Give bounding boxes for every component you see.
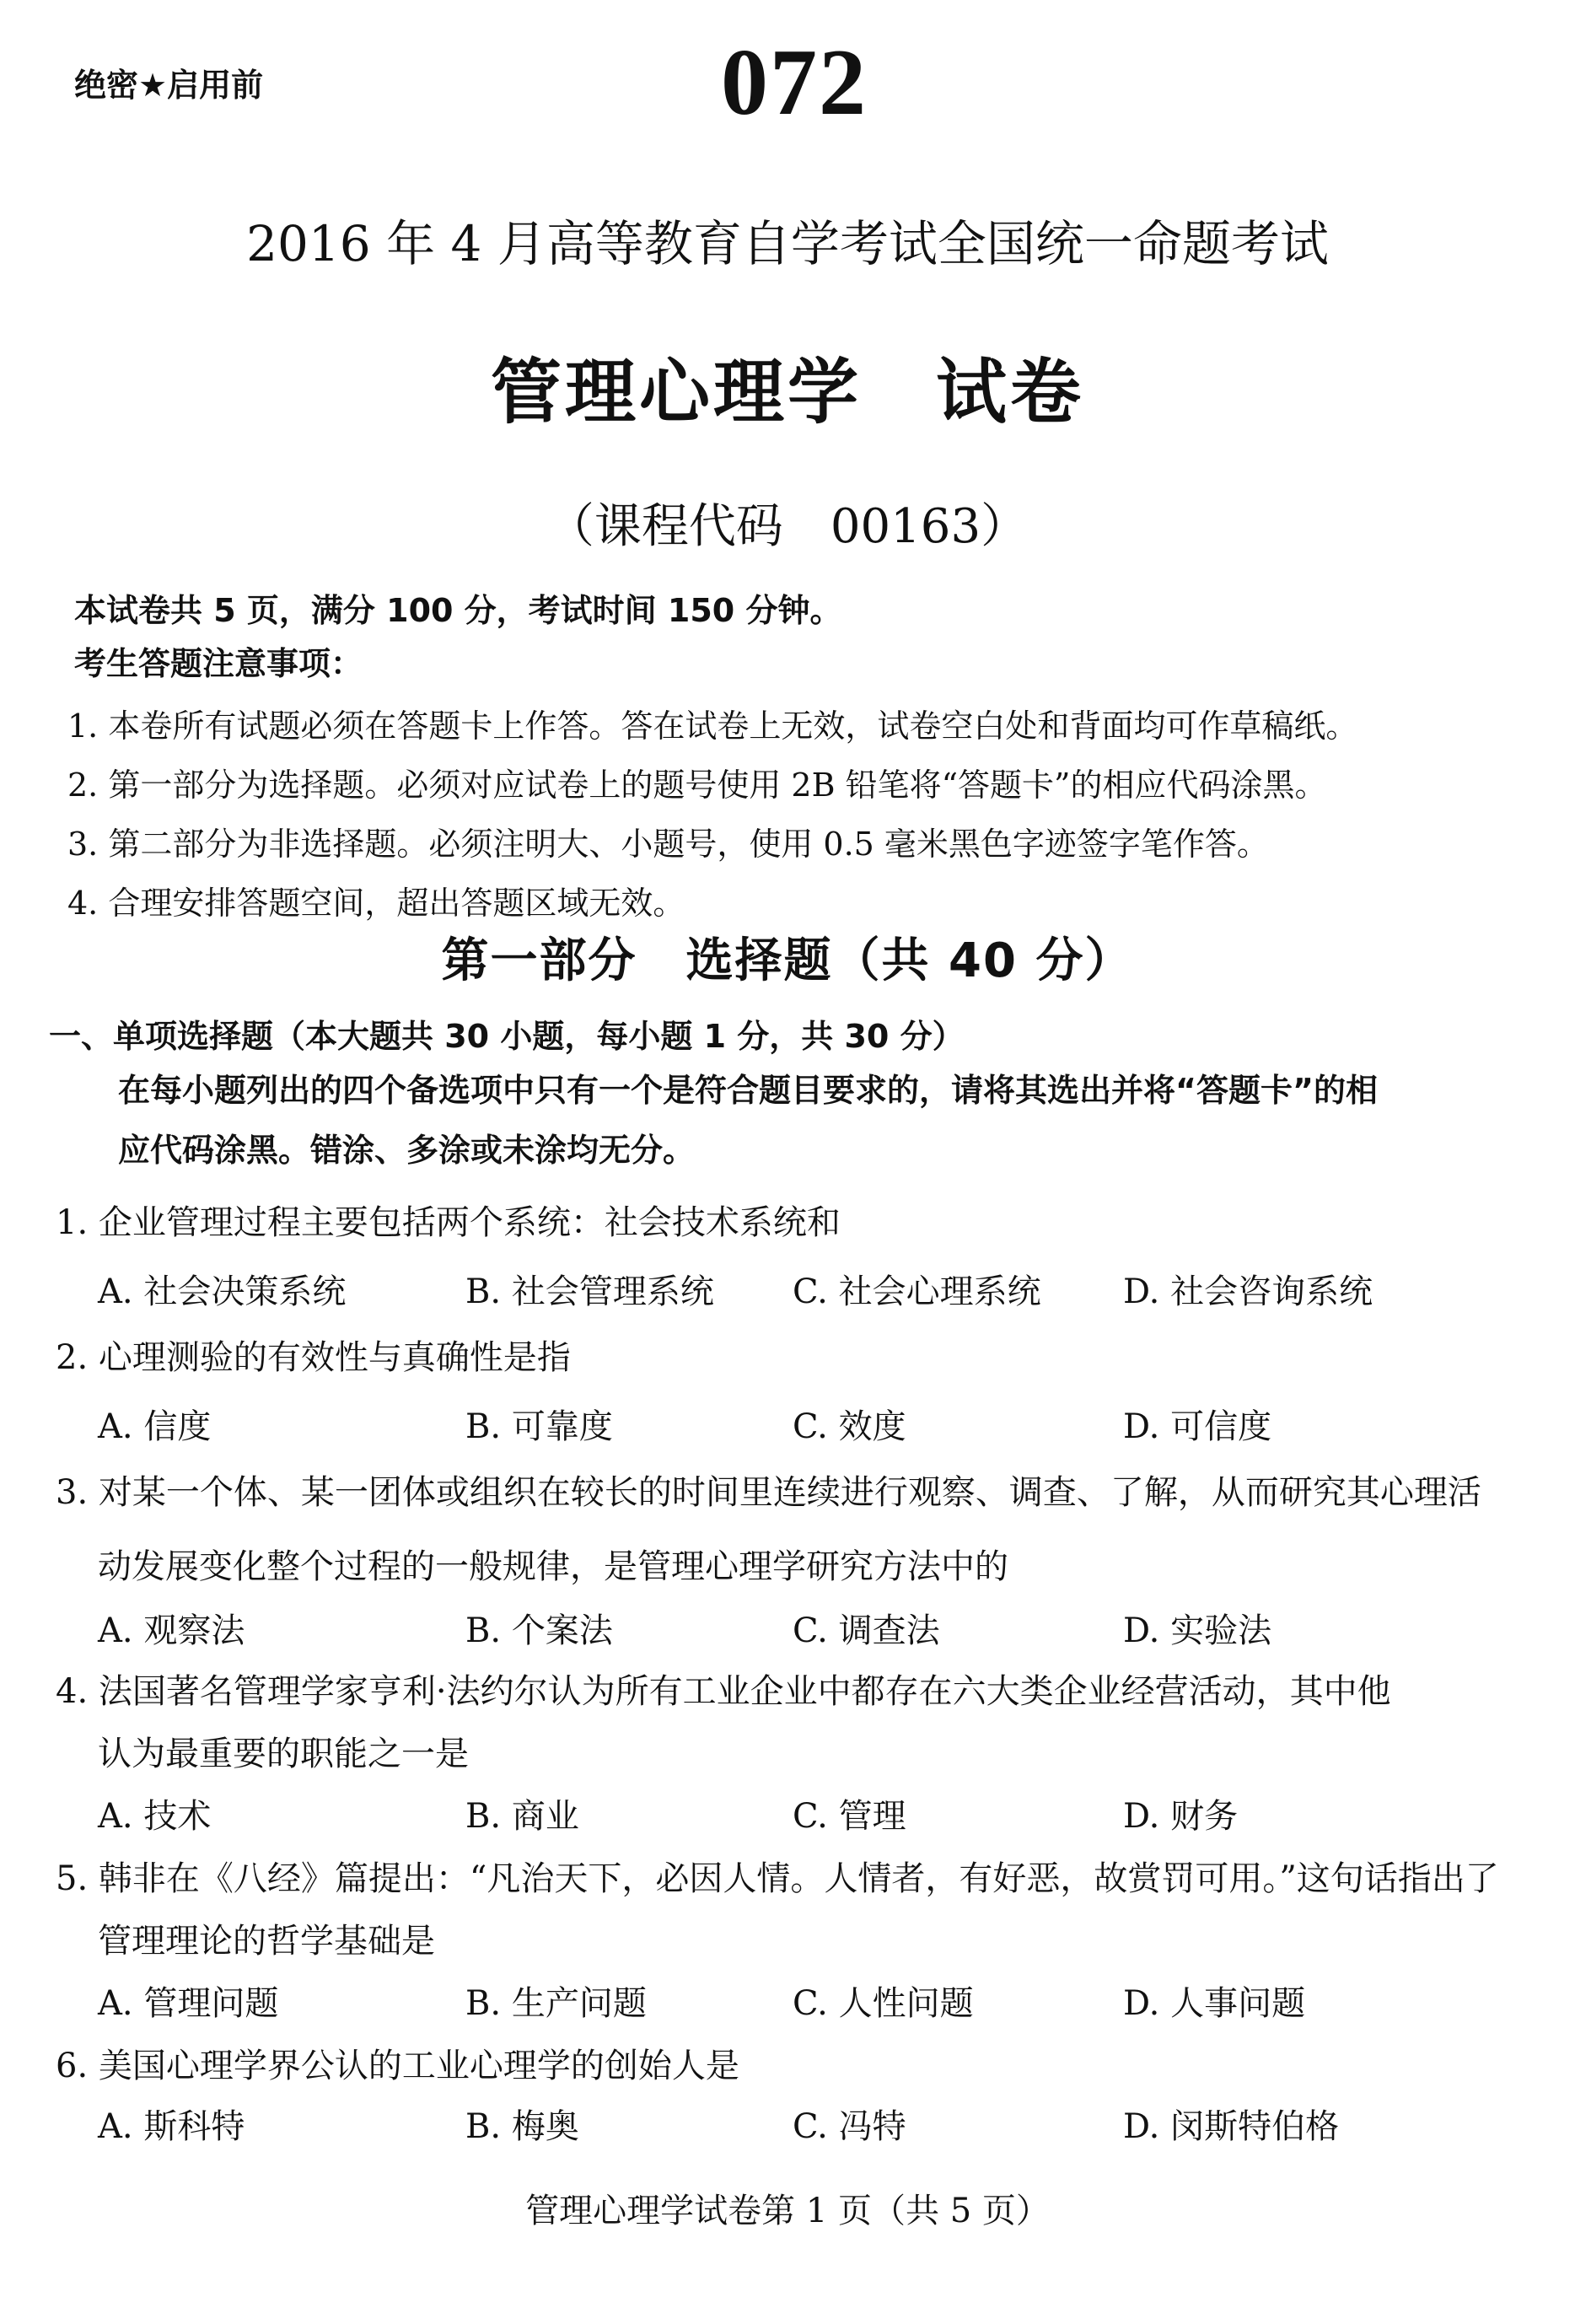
question-stem-continued: 管理理论的哲学基础是 bbox=[98, 1922, 435, 1961]
option-d: D. 人事问题 bbox=[1123, 1984, 1306, 2023]
option-c: C. 效度 bbox=[793, 1407, 906, 1446]
paper-code: 072 bbox=[721, 30, 868, 135]
option-a: A. 管理问题 bbox=[98, 1984, 279, 2023]
question-stem: 6. 美国心理学界公认的工业心理学的创始人是 bbox=[56, 2047, 739, 2085]
notice-rule: 3. 第二部分为非选择题。必须注明大、小题号，使用 0.5 毫米黑色字迹签字笔作答。 bbox=[67, 826, 1269, 863]
option-b: B. 可靠度 bbox=[465, 1407, 613, 1446]
option-a: A. 斯科特 bbox=[98, 2107, 245, 2146]
option-a: A. 观察法 bbox=[98, 1611, 245, 1650]
notice-title: 考生答题注意事项： bbox=[74, 645, 363, 682]
option-b: B. 生产问题 bbox=[465, 1984, 647, 2023]
option-d: D. 财务 bbox=[1123, 1797, 1239, 1836]
option-d: D. 社会咨询系统 bbox=[1123, 1272, 1373, 1311]
notice-rule: 2. 第一部分为选择题。必须对应试卷上的题号使用 2B 铅笔将“答题卡”的相应代码涂黑。 bbox=[67, 767, 1327, 804]
option-c: C. 管理 bbox=[793, 1797, 906, 1836]
notice-rule: 1. 本卷所有试题必须在答题卡上作答。答在试卷上无效，试卷空白处和背面均可作草稿纸。 bbox=[67, 707, 1358, 745]
question-stem: 5. 韩非在《八经》篇提出：“凡治天下，必因人情。人情者，有好恶，故赏罚可用。”这句话指出了 bbox=[56, 1859, 1499, 1898]
part-title: 第一部分 选择题（共 40 分） bbox=[441, 933, 1134, 988]
option-a: A. 信度 bbox=[98, 1407, 212, 1446]
course-code: （课程代码 00163） bbox=[546, 499, 1029, 554]
question-stem: 1. 企业管理过程主要包括两个系统：社会技术系统和 bbox=[56, 1203, 841, 1242]
section-instruction: 应代码涂黑。错涂、多涂或未涂均无分。 bbox=[118, 1132, 696, 1169]
notice-rule: 4. 合理安排答题空间，超出答题区域无效。 bbox=[67, 885, 685, 922]
option-b: B. 梅奥 bbox=[465, 2107, 579, 2146]
option-b: B. 个案法 bbox=[465, 1611, 613, 1650]
page-footer: 管理心理学试卷第 1 页（共 5 页） bbox=[525, 2192, 1050, 2230]
option-d: D. 实验法 bbox=[1123, 1611, 1272, 1650]
option-c: C. 调查法 bbox=[793, 1611, 940, 1650]
question-stem-continued: 认为最重要的职能之一是 bbox=[98, 1735, 469, 1773]
section-title: 一、单项选择题（本大题共 30 小题，每小题 1 分，共 30 分） bbox=[49, 1018, 965, 1055]
section-instruction: 在每小题列出的四个备选项中只有一个是符合题目要求的，请将其选出并将“答题卡”的相 bbox=[118, 1072, 1378, 1109]
exam-summary: 本试卷共 5 页，满分 100 分，考试时间 150 分钟。 bbox=[74, 592, 842, 629]
question-stem: 3. 对某一个体、某一团体或组织在较长的时间里连续进行观察、调查、了解，从而研究其心理活 bbox=[56, 1473, 1481, 1512]
question-stem-continued: 动发展变化整个过程的一般规律，是管理心理学研究方法中的 bbox=[98, 1547, 1008, 1586]
option-b: B. 商业 bbox=[465, 1797, 579, 1836]
option-c: C. 人性问题 bbox=[793, 1984, 974, 2023]
option-c: C. 社会心理系统 bbox=[793, 1272, 1041, 1311]
option-c: C. 冯特 bbox=[793, 2107, 906, 2146]
exam-title: 2016 年 4 月高等教育自学考试全国统一命题考试 bbox=[246, 215, 1329, 272]
option-a: A. 社会决策系统 bbox=[98, 1272, 347, 1311]
question-stem: 2. 心理测验的有效性与真确性是指 bbox=[56, 1338, 571, 1377]
option-d: D. 闵斯特伯格 bbox=[1123, 2107, 1340, 2146]
confidential-label: 绝密★启用前 bbox=[74, 67, 264, 104]
option-d: D. 可信度 bbox=[1123, 1407, 1272, 1446]
question-stem: 4. 法国著名管理学家亨利·法约尔认为所有工业企业中都存在六大类企业经营活动，其中他 bbox=[56, 1672, 1391, 1711]
option-a: A. 技术 bbox=[98, 1797, 212, 1836]
subject-title: 管理心理学 试卷 bbox=[490, 351, 1084, 433]
option-b: B. 社会管理系统 bbox=[465, 1272, 714, 1311]
